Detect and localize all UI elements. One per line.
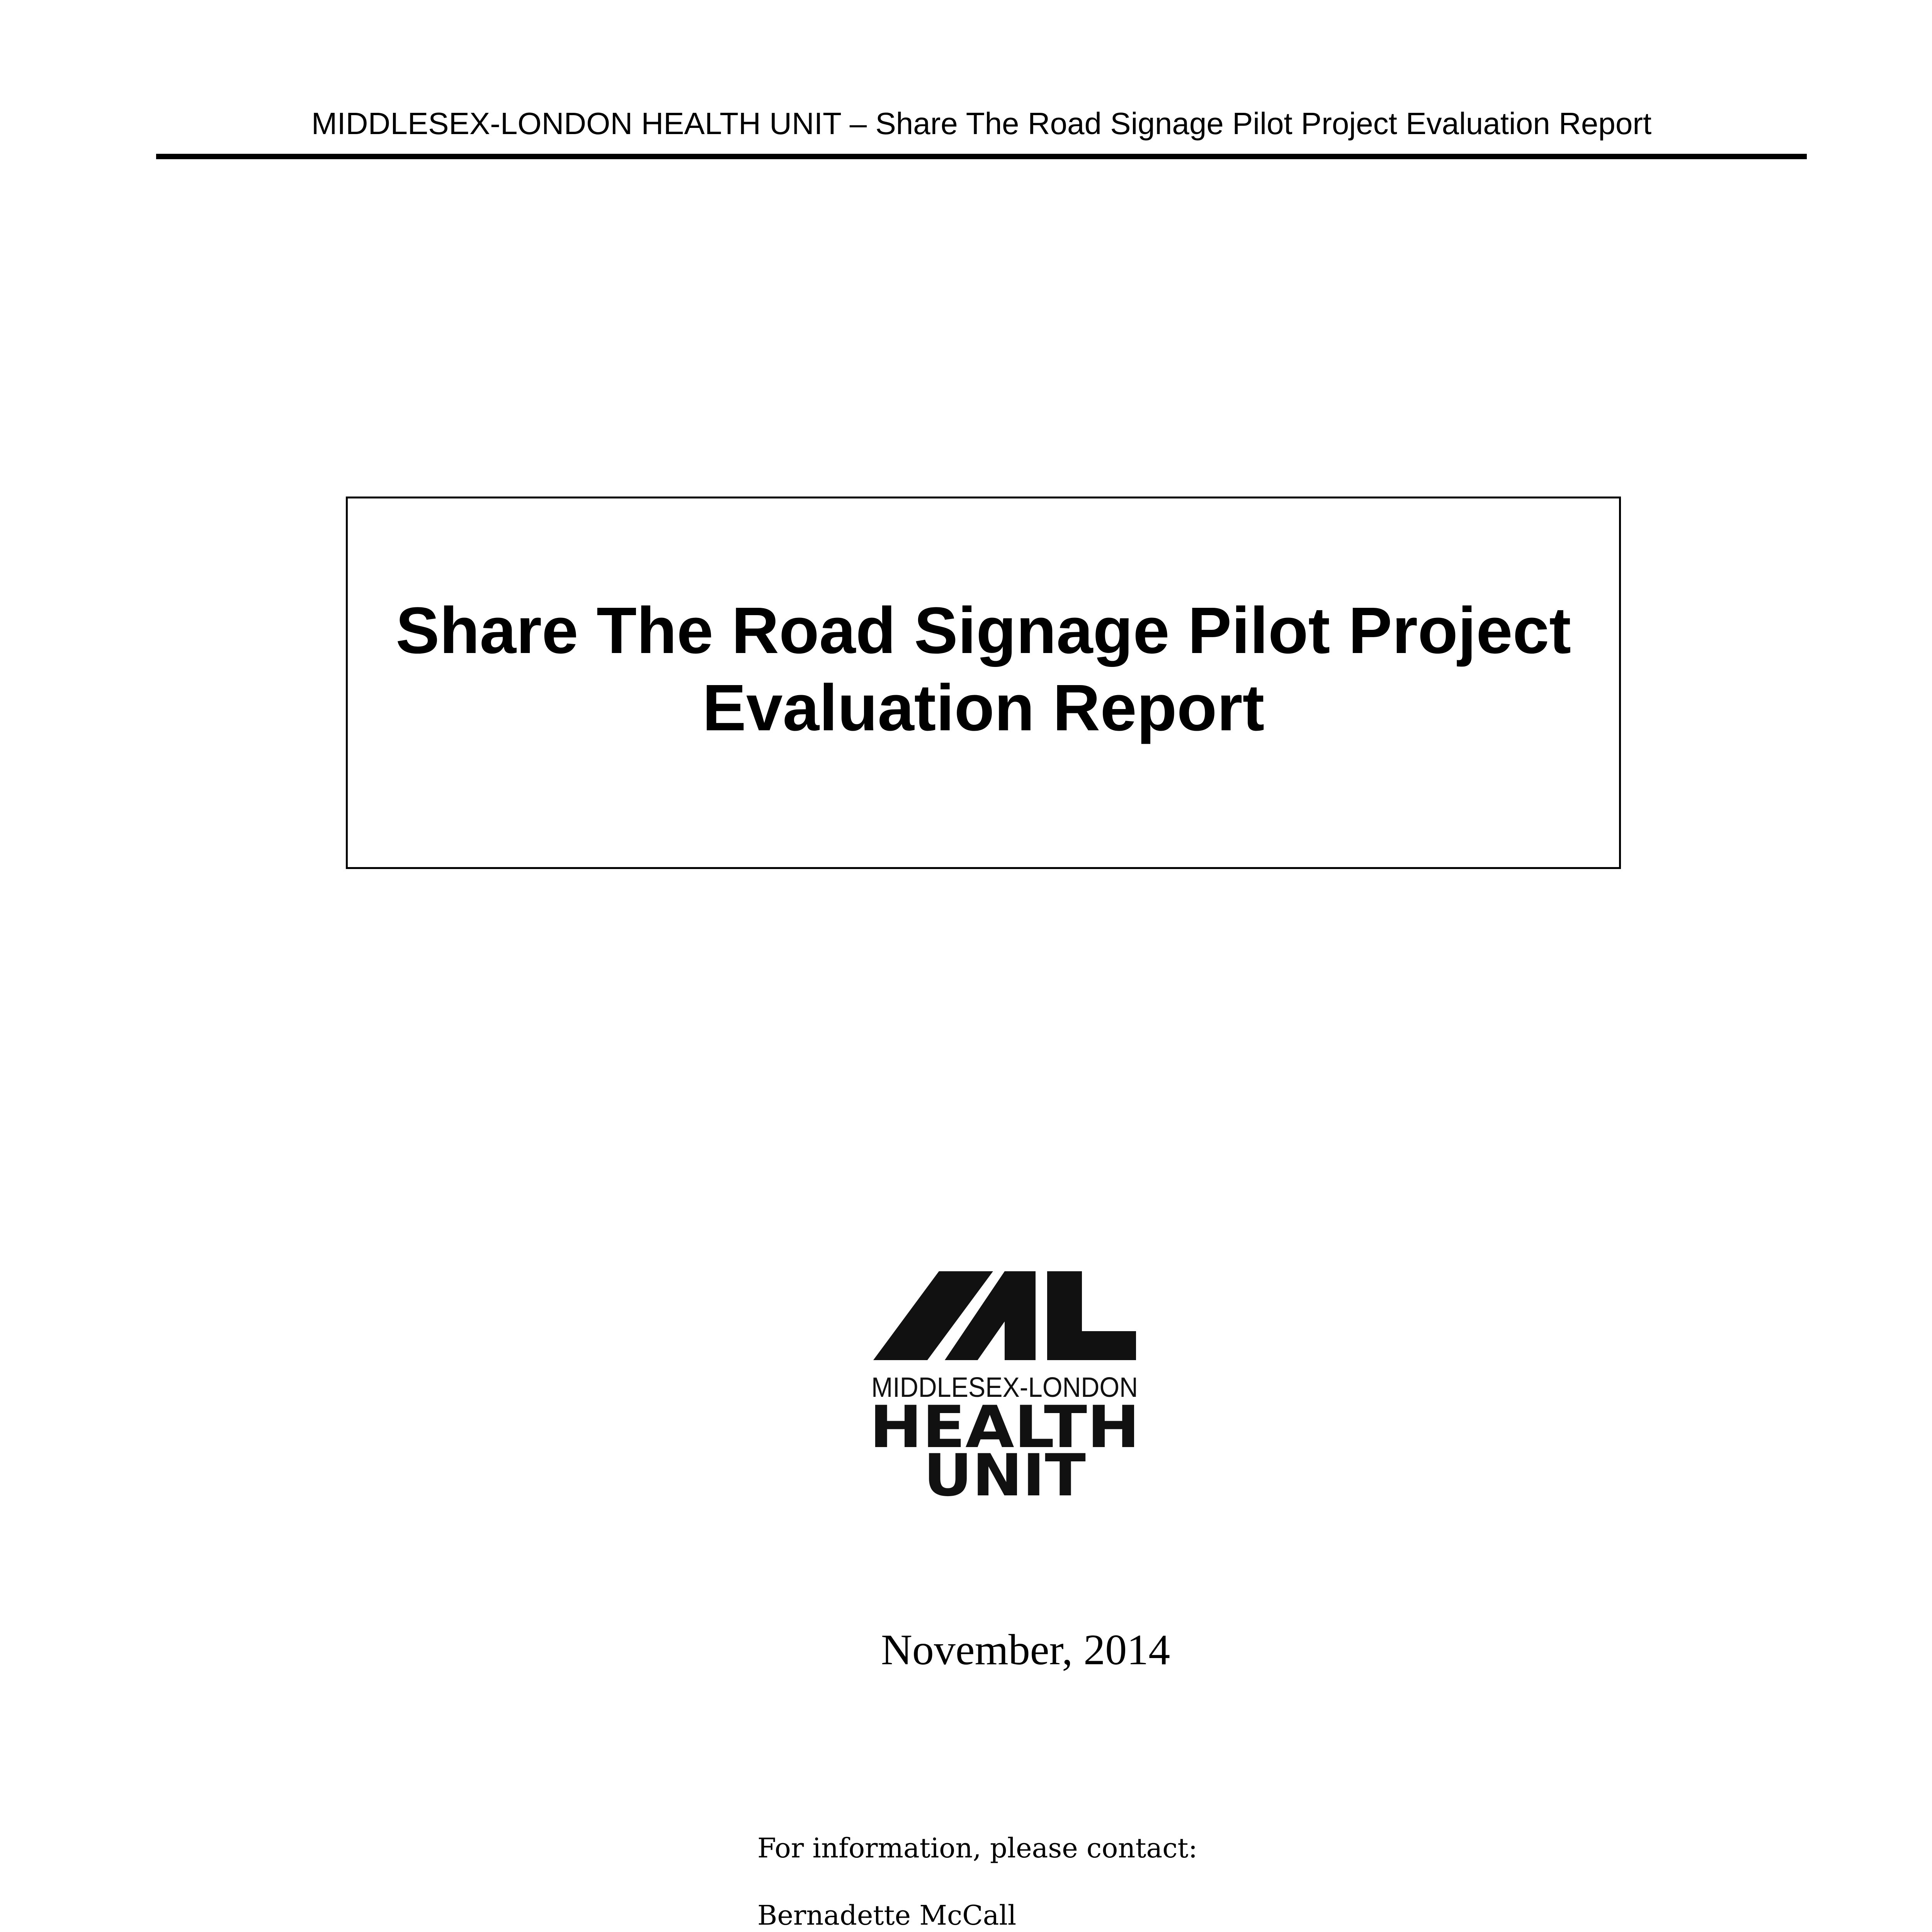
monogram-l-bar [1047,1271,1136,1360]
contact-spacer [757,1865,1607,1899]
contact-block [757,1832,1607,1932]
header-rule [156,154,1807,159]
contact-intro: For information, please contact: [757,1832,1198,1864]
title-box [346,497,1621,869]
running-header: MIDDLESEX-LONDON HEALTH UNIT – Share The Road Signage Pilot Project Evaluation Report [311,106,1652,141]
logo-org-line-3: UNIT [923,1442,1086,1503]
health-unit-logo [866,1264,1151,1503]
report-title-line-2: Evaluation Report [702,671,1265,745]
logo-org-line-2: HEALTH [869,1394,1140,1461]
report-date: November, 2014 [881,1626,1170,1674]
report-title-line-1: Share The Road Signage Pilot Project [396,594,1571,667]
contact-name: Bernadette McCall [757,1900,1017,1931]
logo-org-line-1: MIDDLESEX-LONDON [871,1372,1138,1403]
ml-logo-graphic [866,1264,1151,1503]
